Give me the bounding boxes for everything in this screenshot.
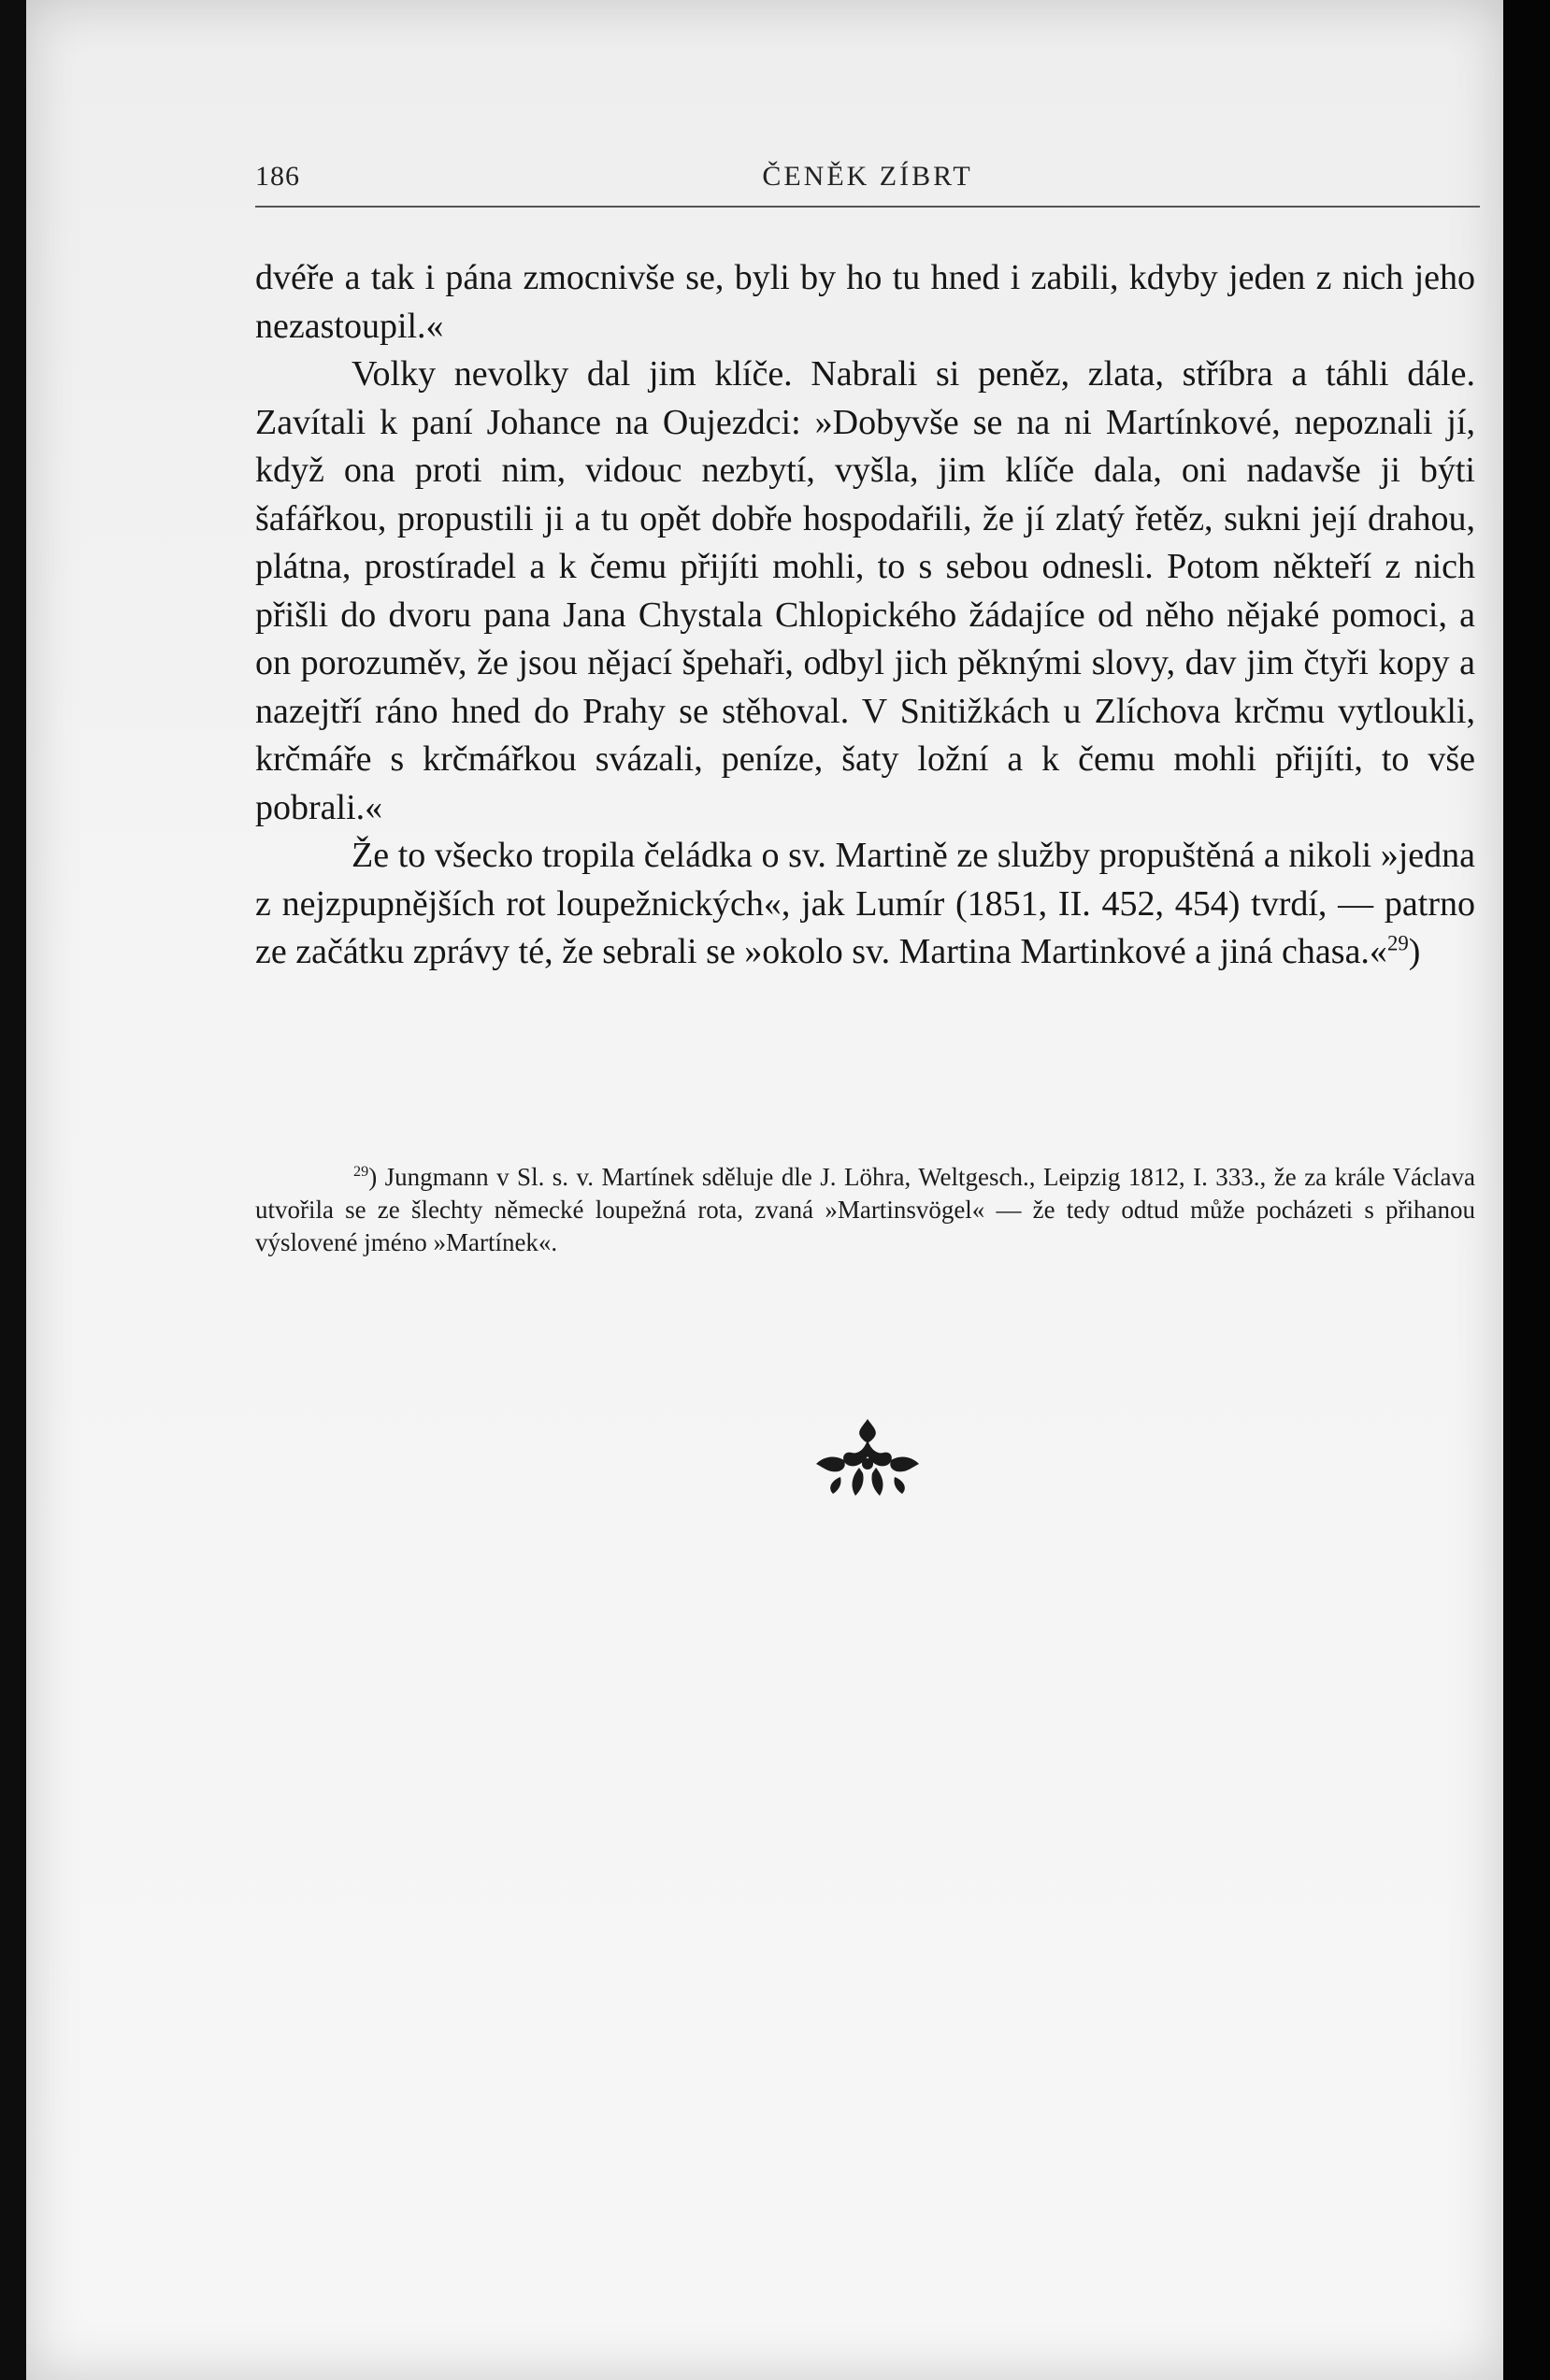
- paragraph: Volky nevolky dal jim klíče. Nabrali si peněz, zlata, stříbra a táhli dále. Zavítali k paní Johance na Oujezdci: »Dobyvše se na ni Martínkové, nepoznali jí, když ona proti nim, vidouc nezbytí, vyšla, jim klíče dala, oni nadavše ji býti šafářkou, propustili ji a tu opět dobře hospodařili, že jí zlatý řetěz, sukni její drahou, plátna, prostíradel a k čemu přijíti mohli, to s sebou odnesli. Potom někteří z nich přišli do dvoru pana Jana Chystala Chlopického žádajíce od něho nějaké pomoci, a on porozuměv, že jsou nějací špehaři, odbyl jich pěknými slovy, dav jim čtyři kopy a nazejtří ráno hned do Prahy se stěhoval. V Snitižkách u Zlíchova krčmu vytloukli, krčmáře s krčmářkou svázali, peníze, šaty ložní a k čemu mohli přijíti, to vše pobrali.«: [255, 354, 1475, 827]
- floral-vignette-icon: [807, 1412, 928, 1505]
- footnote-reference: 29: [1386, 931, 1409, 955]
- paragraph-with-footnote-ref: Že to všecko tropila čeládka o sv. Martině ze služby propuštěná a nikoli »jedna z nejzpupnějších rot loupežnických«, jak Lumír (1851, II. 452, 454) tvrdí, — patrno ze začátku zprávy té, že sebrali se »okolo sv. Martina Martinkové a jiná chasa.«$^{29}$): [255, 836, 1475, 971]
- header-rule: [255, 206, 1480, 208]
- footnote: [255, 1161, 1475, 1259]
- footnote-body: ) Jungmann v Sl. s. v. Martínek sděluje dle J. Löhra, Weltgesch., Leipzig 1812, I. 333., že za krále Václava utvořila se ze šlechty německé loupežná rota, zvaná »Martinsvögel« — že tedy odtud může pocházeti s přihanou výslovené jméno »Martínek«.: [255, 1163, 1475, 1256]
- page-number: 186: [255, 161, 300, 192]
- footnote-marker: 29: [353, 1163, 369, 1180]
- running-title: ČENĚK ZÍBRT: [762, 161, 973, 192]
- scan-border: [1503, 0, 1550, 2380]
- paragraph-text: Že to všecko tropila čeládka o sv. Martině ze služby propuštěná a nikoli »jedna z nejzpupnějších rot loupežnických«, jak Lumír (1851, II. 452, 454) tvrdí, — patrno ze začátku zprávy té, že sebrali se »okolo sv. Martina Martinkové a jiná chasa.«: [255, 836, 1475, 971]
- running-header: [255, 161, 1480, 208]
- footnote-text: [255, 1161, 1475, 1259]
- paragraph-continuation: dvéře a tak i pána zmocnivše se, byli by ho tu hned i zabili, kdyby jeden z nich jeho nezastoupil.«: [255, 258, 1475, 346]
- book-page: [26, 0, 1503, 2380]
- body-text: [255, 254, 1475, 977]
